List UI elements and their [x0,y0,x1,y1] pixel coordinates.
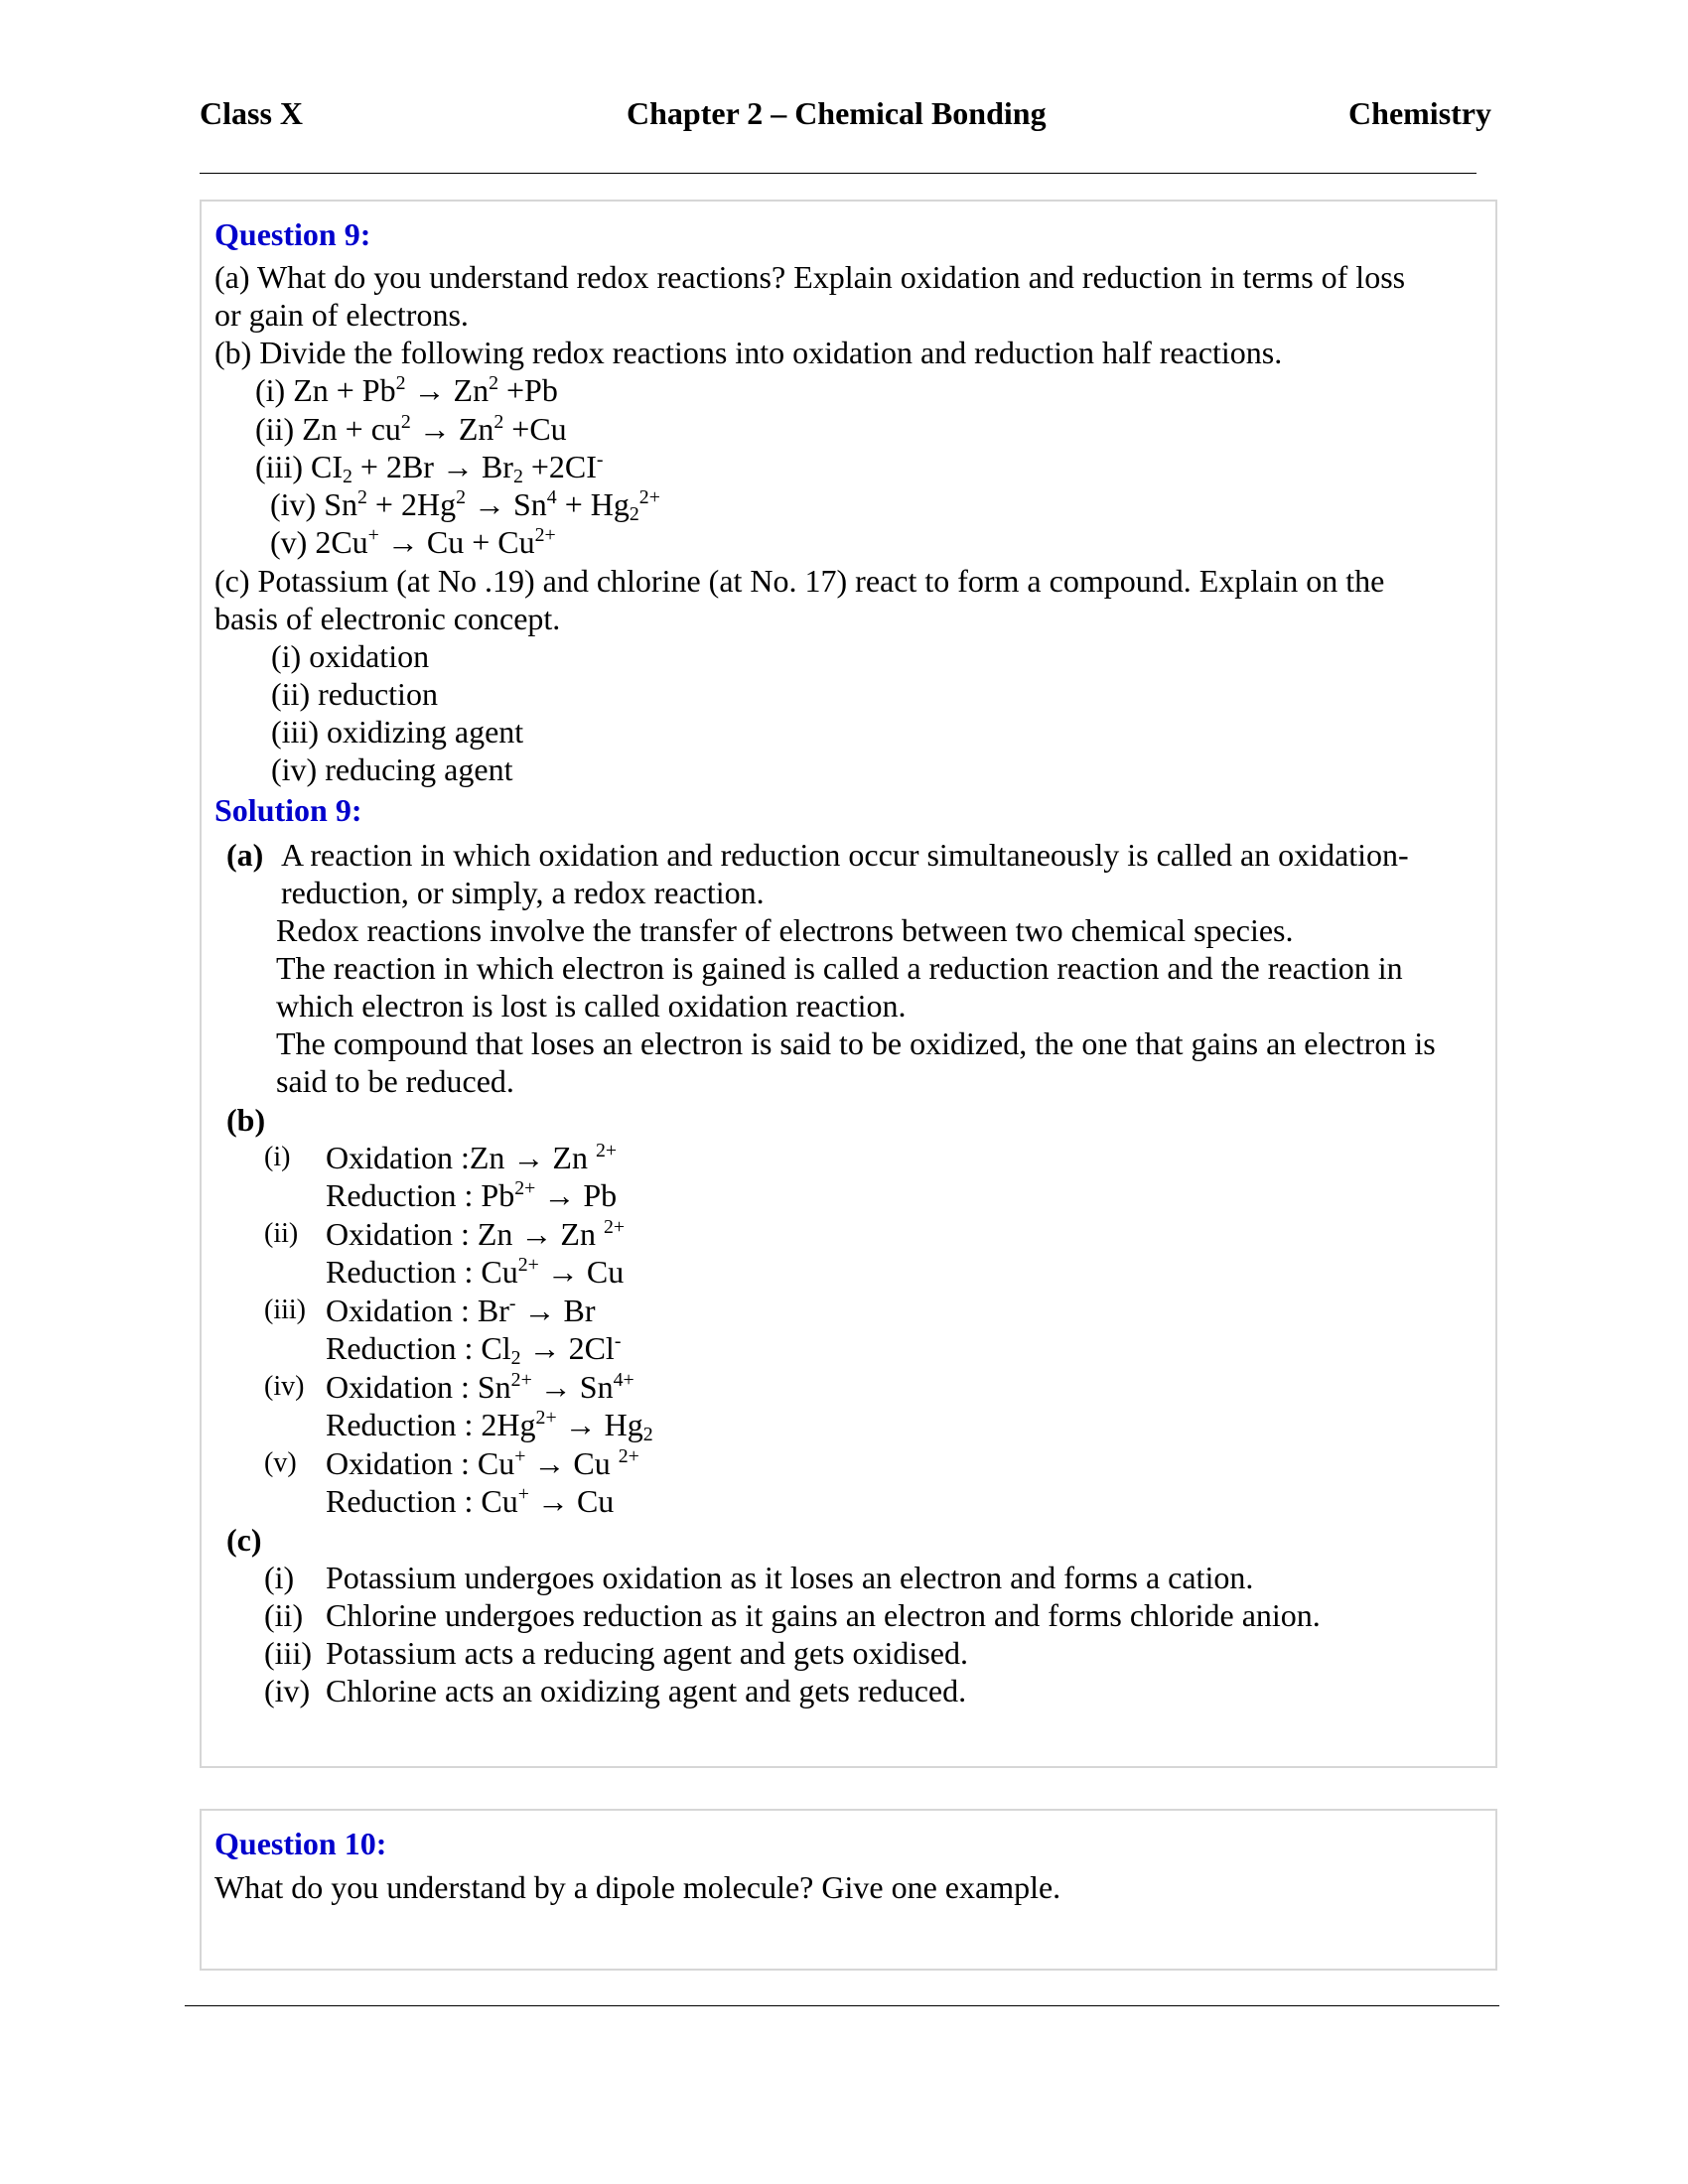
s9-b-v-oxidation: Oxidation : Cu+ → Cu $^{2+}$ [326,1445,639,1481]
s9-c-text: Chlorine undergoes reduction as it gains an electron and forms chloride anion. [326,1597,1321,1633]
s9-c-num: (i) [264,1560,295,1595]
header-subject: Chemistry [1348,95,1491,131]
solution-9-title: Solution 9: [214,792,362,828]
q9-part-c-item: (i) oxidation [271,638,430,674]
s9-b-num: (ii) [264,1218,299,1249]
footer-divider [185,2005,1499,2006]
s9-part-a-line: The reaction in which electron is gained is called a reduction reaction and the reaction in [276,950,1403,986]
s9-b-v-reduction: Reduction : Cu+ → Cu [326,1483,615,1519]
q10-text: What do you understand by a dipole molecule? Give one example. [214,1869,1061,1905]
q9-part-a-line2: or gain of electrons. [214,297,469,333]
s9-part-a-line: reduction, or simply, a redox reaction. [281,875,765,910]
s9-c-num: (ii) [264,1597,304,1633]
s9-c-text: Chlorine acts an oxidizing agent and gets reduced. [326,1673,967,1708]
q9-reaction-i: (i) $Zn + Pb^2 \to Zn^2 +Pb$ [255,372,558,408]
header-chapter: Chapter 2 – Chemical Bonding [627,95,1047,131]
s9-b-num: (iii) [264,1295,306,1325]
q9-part-c-line1: (c) Potassium (at No .19) and chlorine (at No. 17) react to form a compound. Explain on the [214,563,1385,599]
s9-b-num: (i) [264,1142,291,1172]
s9-b-iii-reduction: Reduction : $Cl_2 \to 2Cl^-$ [326,1330,622,1369]
s9-c-text: Potassium undergoes oxidation as it loses an electron and forms a cation. [326,1560,1254,1595]
s9-part-a-label: (a) [226,837,264,873]
s9-b-i-oxidation: Oxidation :Zn → Zn $^{2+}$ [326,1140,618,1175]
q9-reaction-iv: (iv) $Sn^2 + 2Hg^2 \to Sn^4 + Hg_2^{2+}$ [270,486,660,525]
question-10-title: Question 10: [214,1826,387,1861]
s9-b-iv-reduction: Reduction : $2Hg^{2+} \to Hg_2$ [326,1407,653,1445]
q9-part-b-line: (b) Divide the following redox reactions into oxidation and reduction half reactions. [214,335,1283,370]
s9-b-num: (iv) [264,1371,305,1402]
s9-part-a-line: The compound that loses an electron is said to be oxidized, the one that gains an electron is [276,1025,1436,1061]
s9-c-num: (iv) [264,1673,311,1708]
s9-b-ii-oxidation: Oxidation : Zn → Zn $^{2+}$ [326,1216,626,1252]
s9-part-c-label: (c) [226,1522,262,1558]
q9-part-c-item: (ii) reduction [271,676,438,712]
s9-c-num: (iii) [264,1635,312,1671]
q9-part-c-item: (iii) oxidizing agent [271,714,524,750]
s9-part-b-label: (b) [226,1102,266,1138]
q9-part-c-item: (iv) reducing agent [271,751,513,787]
q9-reaction-ii: (ii) $Zn + cu^2 \to Zn^2 +Cu$ [255,411,567,447]
header-divider [200,173,1477,174]
s9-part-a-line: which electron is lost is called oxidation reaction. [276,988,907,1024]
q9-reaction-iii: (iii) $CI_2 + 2Br \to Br_2 +2CI^-$ [255,449,604,487]
s9-part-a-line: A reaction in which oxidation and reduction occur simultaneously is called an oxidation- [281,837,1409,873]
header-class: Class X [200,95,304,131]
question-9-title: Question 9: [214,216,371,252]
s9-b-ii-reduction: Reduction : $Cu^{2+} \to Cu$ [326,1254,625,1290]
s9-b-iv-oxidation: Oxidation : $Sn^{2+} \to Sn^{4+}$ [326,1369,634,1405]
s9-c-text: Potassium acts a reducing agent and gets oxidised. [326,1635,968,1671]
s9-part-a-line: Redox reactions involve the transfer of electrons between two chemical species. [276,912,1294,948]
s9-part-a-line: said to be reduced. [276,1063,514,1099]
q9-reaction-v: (v) $2Cu^+ \to Cu + Cu^{2+}$ [270,524,556,560]
s9-b-iii-oxidation: Oxidation : Br- → Br [326,1293,596,1328]
s9-b-num: (v) [264,1447,297,1478]
s9-b-i-reduction: Reduction : $Pb^{2+} \to Pb$ [326,1177,618,1213]
q9-part-c-line2: basis of electronic concept. [214,601,561,636]
q9-part-a-line1: (a) What do you understand redox reactions? Explain oxidation and reduction in terms of loss [214,259,1406,295]
